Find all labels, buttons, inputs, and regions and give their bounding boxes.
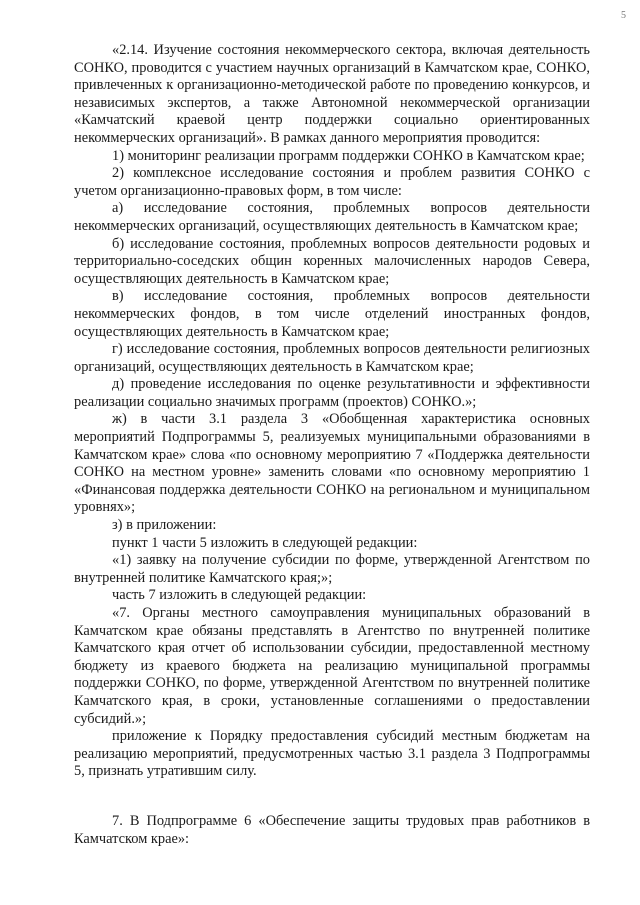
- paragraph-item-z: з) в приложении:: [112, 517, 217, 534]
- paragraph-point-1-part-5: пункт 1 части 5 изложить в следующей редакции:: [112, 534, 418, 551]
- paragraph-item-zh: ж) в части 3.1 раздела 3 «Обобщенная характеристика основных мероприятий Подпрограммы 5, реализуемых муниципальными образованиями в Камчатском крае» слова «по основному мероприятию 7 «Поддержка деятельности СОНКО на местном уровне» заменить словами «по основному мероприятию 1 «Финансовая поддержка деятельности СОНКО на региональном и муниципальном уровнях»;: [74, 411, 590, 516]
- paragraph-item-d: д) проведение исследования по оценке результативности и эффективности реализации социально значимых программ (проектов) СОНКО.»;: [74, 376, 590, 410]
- section-gap: [74, 781, 590, 813]
- paragraph-item-g: г) исследование состояния, проблемных вопросов деятельности религиозных организаций, осуществляющих деятельность в Камчатском крае;: [74, 341, 590, 375]
- paragraph-item-a: а) исследование состояния, проблемных вопросов деятельности некоммерческих организаций, осуществляющих деятельность в Камчатском крае;: [74, 200, 590, 234]
- paragraph-quote-1: «1) заявку на получение субсидии по форме, утвержденной Агентством по внутренней политике Камчатского края;»;: [74, 552, 590, 586]
- paragraph-appendix-repeal: приложение к Порядку предоставления субсидий местным бюджетам на реализацию мероприятий, предусмотренных частью 3.1 раздела 3 Подпрограммы 5, признать утратившим силу.: [74, 728, 590, 780]
- paragraph-part-7: часть 7 изложить в следующей редакции:: [112, 587, 367, 604]
- paragraph-item-b: б) исследование состояния, проблемных вопросов деятельности родовых и территориально-соседских общин коренных малочисленных народов Севера, осуществляющих деятельность в Камчатском крае;: [74, 235, 590, 287]
- paragraph-quote-7: «7. Органы местного самоуправления муниципальных образований в Камчатском крае обязаны представлять в Агентство по внутренней политике Камчатского края отчет об использовании субсидии, предоставленной местному бюджету из краевого бюджета на реализацию муниципальной программы поддержки СОНКО, по форме, утвержденной Агентством по внутренней политике Камчатского края, в сроки, установленные соглашениями о предоставлении субсидий.»;: [74, 605, 590, 727]
- paragraph-item-1: 1) мониторинг реализации программ поддержки СОНКО в Камчатском крае;: [112, 147, 585, 164]
- page-corner-mark: 5: [621, 10, 626, 21]
- document-body: [74, 42, 590, 848]
- paragraph-item-2: 2) комплексное исследование состояния и проблем развития СОНКО с учетом организационно-правовых форм, в том числе:: [74, 165, 590, 199]
- paragraph-subprogram-6: 7. В Подпрограмме 6 «Обеспечение защиты трудовых прав работников в Камчатском крае»:: [74, 812, 590, 847]
- paragraph-item-v: в) исследование состояния, проблемных вопросов деятельности некоммерческих фондов, в том числе отделений иностранных фондов, осуществляющих деятельность в Камчатском крае;: [74, 288, 590, 340]
- paragraph-2-14: «2.14. Изучение состояния некоммерческого сектора, включая деятельность СОНКО, проводится с участием научных организаций в Камчатском крае, СОНКО, привлеченных к организационно-методической работе по проведению конкурсов, и независимых экспертов, а также Автономной некоммерческой организации «Камчатский краевой центр поддержки социально ориентированных некоммерческих организаций». В рамках данного мероприятия проводится:: [74, 42, 590, 146]
